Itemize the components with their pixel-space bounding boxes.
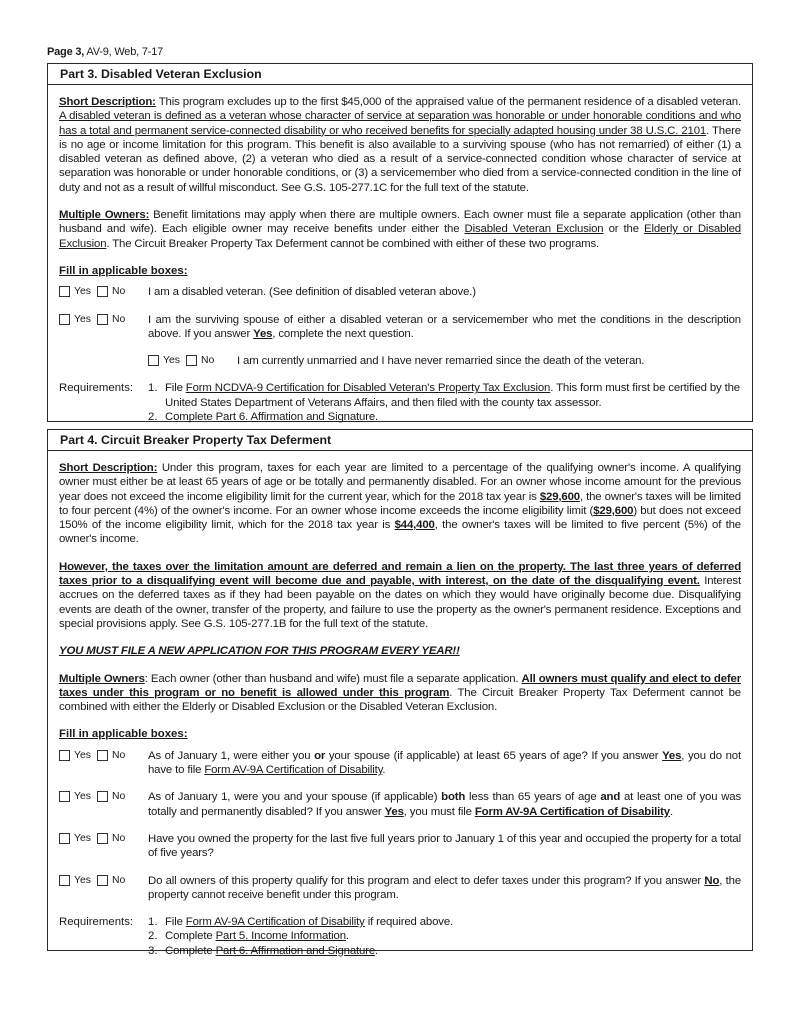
yes-checkbox[interactable] [59,286,70,297]
no-checkbox[interactable] [186,355,197,366]
requirement-item: 2. Complete Part 6. Affirmation and Signature. [148,411,379,424]
link-form-av-9a[interactable]: Form AV-9A Certification of Disability [204,764,383,777]
part4-question-disabled: Yes No As of January 1, were you and your spouse (if applicable) both less than 65 years of age and at least one of you was totally and permanently disabled? If you answer Yes, you must file Form AV-9A Certification of Disability. [59,790,741,819]
requirement-item: 2. Complete Part 5. Income Information. [148,930,349,943]
part4-question-all-owners: Yes No Do all owners of this property qualify for this program and elect to defer taxes under this program? If you answer No, the property cannot receive benefit under this program. [59,874,741,903]
yes-checkbox[interactable] [59,833,70,844]
income-limit: $29,600 [593,504,634,517]
part4-title: Part 4. Circuit Breaker Property Tax Deferment [48,430,752,451]
part3-short-description: Short Description: This program excludes up to the first $45,000 of the appraised value of the permanent residence of a disabled veteran. A disabled veteran is defined as a veteran whose character of service at separation was honorable or under honorable conditions and who has a total and permanent service-connected disability or who received benefits for specially adapted housing under 38 U.S.C. 2101. There is no age or income limitation for this program. This benefit is also available to a surviving spouse (who has not remarried) of either (1) a disabled veteran as defined above, (2) a veteran who died as a result of a service-connected condition whose character of service at separation was honorable or under honorable conditions, or (3) a servicemember who died from a service-connected condition in the line of duty and not as a result of willful misconduct. See G.S. 105-277.1C for the full text of the statute. [59,96,741,194]
no-checkbox[interactable] [97,286,108,297]
link-form-ncdva-9[interactable]: Form NCDVA-9 Certification for Disabled Veteran's Property Tax Exclusion [185,382,551,395]
part4-question-ownership: Yes No Have you owned the property for the last five full years prior to January 1 of this year and occupied the property for a total of five years? [59,832,741,861]
requirement-item: 3. Complete Part 6. Affirmation and Signature. [148,944,379,957]
page-header [47,45,163,59]
part4-deferral-notice: However, the taxes over the limitation amount are deferred and remain a lien on the property. The last three years of deferred taxes prior to a disqualifying event will become due and payable, with interest, on the date of the disqualifying event. Interest accrues on the deferred taxes as if they had been payable on the dates on which they would have originally become due. Disqualifying events are death of the owner, transfer of the property, and failure to use the property as the owner's permanent residence. Exceptions and special provisions apply. See G.S. 105-277.1B for the full text of the statute. [59,560,741,630]
part3-fill-heading: Fill in applicable boxes: [59,264,188,277]
part3-question-unmarried: Yes No I am currently unmarried and I have never remarried since the death of the veteran. [148,354,741,368]
no-checkbox[interactable] [97,750,108,761]
form-id: AV-9, Web, 7-17 [86,46,164,58]
part3-requirements: Requirements: 1. File Form NCDVA-9 Certification for Disabled Veteran's Property Tax Exclusion. This form must first be certified by the United States Department of Veterans Affairs, and then filed with the county tax assessor. 2. Complete Part 6. Affirmation and Signature. [59,382,740,424]
part4-section [47,429,753,957]
link-disabled-veteran-exclusion[interactable]: Disabled Veteran Exclusion [464,223,604,236]
part3-question-disabled-veteran: Yes No I am a disabled veteran. (See definition of disabled veteran above.) [59,285,741,299]
no-checkbox[interactable] [97,875,108,886]
link-form-av-9a[interactable]: Form AV-9A Certification of Disability [474,805,670,818]
disabled-veteran-definition: A disabled veteran is defined as a veteran whose character of service at separation was honorable or under honorable conditions and who has a total and permanent service-connected disability or who received benefits for specially adapted housing under 38 U.S.C. 2101 [59,110,741,137]
part3-section [47,63,753,422]
part4-short-description: Short Description: Under this program, taxes for each year are limited to a percentage of the qualifying owner's income. A qualifying owner must either be at least 65 years of age or be totally and permanently disabled. For an owner whose income amount for the previous year does not exceed the income eligibility limit for the current year, which for the 2018 tax year is $29,600, the owner's taxes will be limited to four percent (4%) of the owner's income. For an owner whose income exceeds the income eligibility limit ($29,600) but does not exceed 150% of the income eligibility limit, which for the 2018 tax year is $44,400, the owner's taxes will be limited to five percent (5%) of the owner's income. [59,462,741,546]
yes-checkbox[interactable] [59,791,70,802]
part3-question-surviving-spouse: Yes No I am the surviving spouse of either a disabled veteran or a servicemember who met the conditions in the description above. If you answer Yes, complete the next question. [59,313,741,342]
part4-question-age-65: Yes No As of January 1, were either you or your spouse (if applicable) at least 65 years of age? If you answer Yes, you do not have to file Form AV-9A Certification of Disability. [59,749,741,778]
part4-multiple-owners: Multiple Owners: Each owner (other than husband and wife) must file a separate application. All owners must qualify and elect to defer taxes under this program or no benefit is allowed under this program. The Circuit Breaker Property Tax Deferment cannot be combined with either the Elderly or Disabled Exclusion or the Disabled Veteran Exclusion. [59,672,741,714]
no-checkbox[interactable] [97,833,108,844]
part3-multiple-owners: Multiple Owners: Benefit limitations may apply when there are multiple owners. Each owner must file a separate application (other than husband and wife). Each eligible owner may receive benefits under either the Disabled Veteran Exclusion or the Elderly or Disabled Exclusion. The Circuit Breaker Property Tax Deferment cannot be combined with either of these two programs. [59,209,741,250]
link-part6-affirmation[interactable]: Part 6. Affirmation and Signature [215,411,376,424]
part3-title: Part 3. Disabled Veteran Exclusion [48,64,752,85]
yes-checkbox[interactable] [59,750,70,761]
part4-fill-heading: Fill in applicable boxes: [59,728,188,741]
income-limit: $29,600 [539,490,580,503]
part4-requirements: Requirements: 1. File Form AV-9A Certification of Disability if required above. 2. Complete Part 5. Income Information. 3. Complete Part 6. Affirmation and Signature. [59,915,741,958]
annual-application-notice: YOU MUST FILE A NEW APPLICATION FOR THIS PROGRAM EVERY YEAR!! [59,645,460,658]
yes-checkbox[interactable] [59,875,70,886]
income-limit-150: $44,400 [394,519,435,532]
link-elderly-disabled-exclusion[interactable]: Elderly or Disabled Exclusion [59,223,741,250]
requirement-item: 1. File Form NCDVA-9 Certification for Disabled Veteran's Property Tax Exclusion. This form must first be certified by the United States Department of Veterans Affairs, and then filed with the county tax assessor. [148,382,740,409]
no-checkbox[interactable] [97,314,108,325]
link-part6-affirmation[interactable]: Part 6. Affirmation and Signature [215,944,376,957]
yes-checkbox[interactable] [59,314,70,325]
page-number: Page 3, [47,46,85,58]
link-form-av-9a[interactable]: Form AV-9A Certification of Disability [185,916,365,929]
link-part5-income[interactable]: Part 5. Income Information [215,930,346,943]
requirement-item: 1. File Form AV-9A Certification of Disability if required above. [148,916,454,929]
yes-checkbox[interactable] [148,355,159,366]
no-checkbox[interactable] [97,791,108,802]
